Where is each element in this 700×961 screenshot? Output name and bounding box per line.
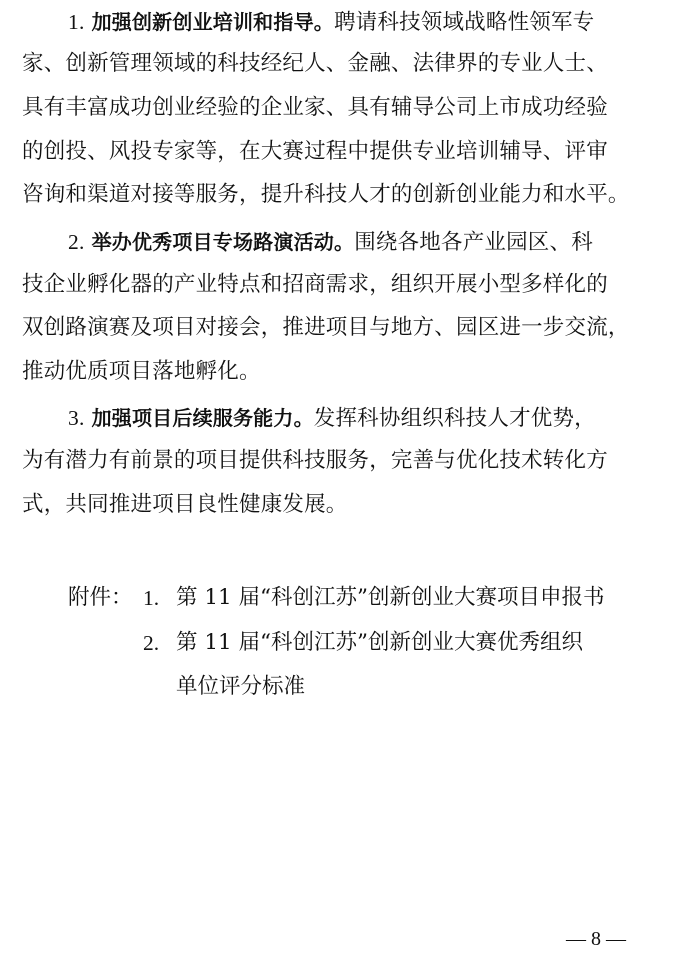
section-1-number: 1.	[68, 10, 85, 34]
attachment-2-title-line-1: 第 11 届“科创江苏”创新创业大赛优秀组织	[176, 630, 584, 655]
section-1-line-1-text: 聘请科技领域战略性领军专	[333, 10, 595, 35]
section-3-line-1-text: 发挥科协组织科技人才优势，	[313, 406, 596, 431]
attachment-2-number: 2.	[143, 631, 160, 655]
attachment-1-number: 1.	[143, 586, 160, 610]
section-3-first-line	[68, 404, 596, 433]
page-number: — 8 —	[566, 928, 626, 950]
section-1-line-4: 的创投、风投专家等，在大赛过程中提供专业培训辅导、评审	[22, 139, 608, 164]
attachment-2-title-line-2: 单位评分标准	[176, 674, 306, 699]
section-3-number: 3.	[68, 406, 85, 430]
section-2-heading: 举办优秀项目专场路演活动。	[91, 230, 355, 254]
section-1-line-5: 咨询和渠道对接等服务，提升科技人才的创新创业能力和水平。	[22, 182, 630, 207]
section-1-heading: 加强创新创业培训和指导。	[91, 10, 334, 34]
section-3-line-3: 式，共同推进项目良性健康发展。	[22, 492, 348, 517]
section-3-heading: 加强项目后续服务能力。	[91, 406, 314, 430]
section-3-line-2: 为有潜力有前景的项目提供科技服务，完善与优化技术转化方	[22, 448, 608, 473]
section-1-line-3: 具有丰富成功创业经验的企业家、具有辅导公司上市成功经验	[22, 95, 608, 120]
attachments-label: 附件：	[68, 585, 133, 610]
section-2-line-4: 推动优质项目落地孵化。	[22, 359, 261, 384]
section-2-line-2: 技企业孵化器的产业特点和招商需求，组织开展小型多样化的	[22, 272, 608, 297]
section-2-line-3: 双创路演赛及项目对接会，推进项目与地方、园区进一步交流，	[22, 315, 630, 340]
section-2-first-line	[68, 228, 593, 257]
section-1-first-line	[68, 8, 594, 37]
attachment-1-title: 第 11 届“科创江苏”创新创业大赛项目申报书	[176, 585, 605, 610]
section-2-line-1-text: 围绕各地各产业园区、科	[354, 230, 593, 255]
section-2-number: 2.	[68, 230, 85, 254]
section-1-line-2: 家、创新管理领域的科技经纪人、金融、法律界的专业人士、	[22, 51, 608, 76]
